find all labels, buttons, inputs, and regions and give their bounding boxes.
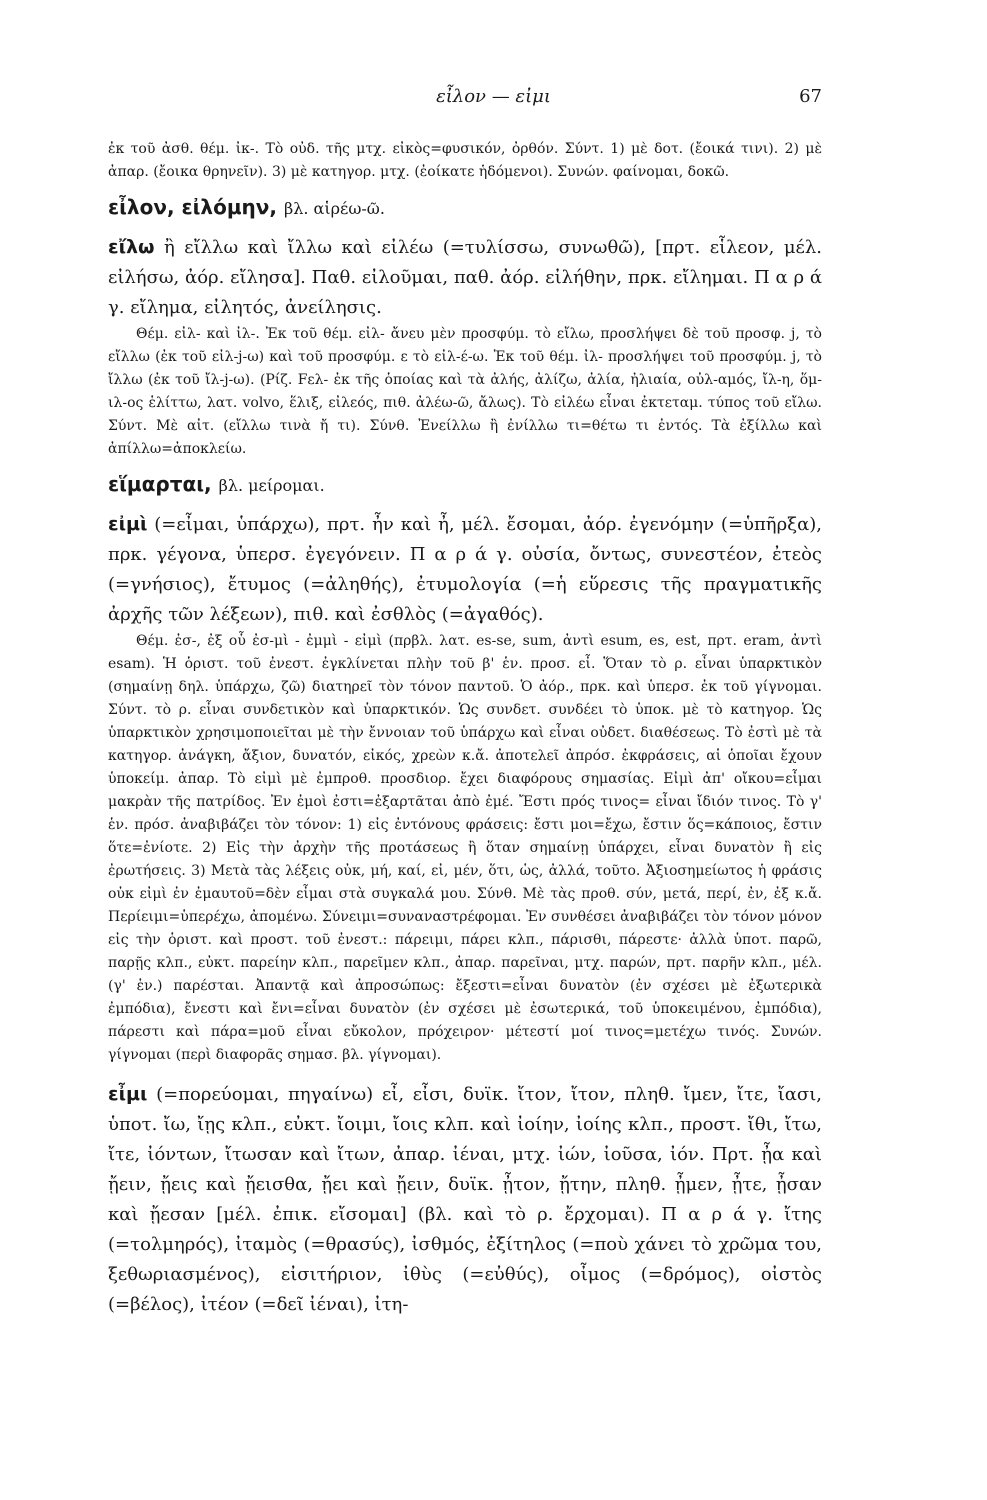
entry-eimi-go <box>108 1079 822 1320</box>
entry-definition: (=εἶμαι, ὑπάρχω), πρτ. ἦν καὶ ἦ, μέλ. ἔσομαι, ἀόρ. ἐγενόμην (=ὑπῆρξα), πρκ. γέγονα, ὑπερσ. ἐγεγόνειν. Π α ρ ά γ. οὐσία, ὄντως, συνεστέον, ἐτεὸς (=γνήσιος), ἔτυμος (=ἀληθής), ἐτυμολογία (=ἡ εὕρεσις τῆς πραγματικῆς ἀρχῆς τῶν λέξεων), πιθ. καὶ ἐσθλὸς (=ἀγαθός). <box>108 514 822 625</box>
entry-etymology: Θέμ. ἐσ-, ἐξ οὗ ἐσ-μὶ - ἐμμὶ - εἰμὶ (πρβλ. λατ. es-se, sum, ἀντὶ esum, es, est, πρτ. eram, ἀντὶ esam). Ἡ ὁριστ. τοῦ ἐνεστ. ἐγκλίνεται πλὴν τοῦ β' ἑν. προσ. εἶ. Ὅταν τὸ ρ. εἶναι ὑπαρκτικὸν (σημαίνῃ δηλ. ὑπάρχω, ζῶ) διατηρεῖ τὸν τόνον παντοῦ. Ὁ ἀόρ., πρκ. καὶ ὑπερσ. ἐκ τοῦ γίγνομαι. Σύντ. τὸ ρ. εἶναι συνδετικὸν καὶ ὑπαρκτικόν. Ὡς συνδετ. συνδέει τὸ ὑποκ. μὲ τὸ κατηγορ. Ὡς ὑπαρκτικὸν χρησιμοποιεῖται μὲ τὴν ἔννοιαν τοῦ ὑπάρχω καὶ εἶναι οὐδετ. διαθέσεως. Τὸ ἐστὶ μὲ τὰ κατηγορ. ἀνάγκη, ἄξιον, δυνατόν, εἰκός, χρεὼν κ.ἄ. ἀποτελεῖ ἀπρόσ. ἐκφράσεις, αἱ ὁποῖαι ἔχουν ὑποκείμ. ἀπαρ. Τὸ εἰμὶ μὲ ἐμπροθ. προσδιορ. ἔχει διαφόρους σημασίας. Εἰμὶ ἀπ' οἴκου=εἶμαι μακρὰν τῆς πατρίδος. Ἐν ἐμοὶ ἐστι=ἐξαρτᾶται ἀπὸ ἐμέ. Ἔστι πρός τινος= εἶναι ἴδιόν τινος. Τὸ γ' ἑν. πρόσ. ἀναβιβάζει τὸν τόνον: 1) εἰς ἐντόνους φράσεις: ἔστι μοι=ἔχω, ἔστιν ὅς=κάποιος, ἔστιν ὅτε=ἐνίοτε. 2) Εἰς τὴν ἀρχὴν τῆς προτάσεως ἢ ὅταν σημαίνῃ ὑπάρχει, εἶναι δυνατὸν ἢ εἰς ἐρωτήσεις. 3) Μετὰ τὰς λέξεις οὐκ, μή, καί, εἰ, μέν, ὅτι, ὡς, ἀλλά, τοῦτο. Ἀξιοσημείωτος ἡ φράσις οὐκ εἰμὶ ἐν ἐμαυτοῦ=δὲν εἶμαι στὰ συγκαλά μου. Σύνθ. Μὲ τὰς προθ. σύν, μετά, περί, ἐν, ἐξ κ.ἄ. Περίειμι=ὑπερέχω, ἀπομένω. Σύνειμι=συναναστρέφομαι. Ἐν συνθέσει ἀναβιβάζει τὸν τόνον μόνον εἰς τὴν ὁριστ. καὶ προστ. τοῦ ἐνεστ.: πάρειμι, πάρει κλπ., πάρισθι, πάρεστε· ἀλλὰ ὑποτ. παρῶ, παρῇς κλπ., εὐκτ. παρείην κλπ., παρεῖμεν κλπ., ἀπαρ. παρεῖναι, μτχ. παρών, πρτ. παρῆν κλπ., μέλ. (γ' ἑν.) παρέσται. Ἀπαντᾷ καὶ ἀπροσώπως: ἔξεστι=εἶναι δυνατὸν (ἐν σχέσει μὲ ἐξωτερικὰ ἐμπόδια), ἔνεστι καὶ ἔνι=εἶναι δυνατὸν (ἐν σχέσει μὲ ἐσωτερικά, τοῦ ὑποκειμένου, ἐμπόδια), πάρεστι καὶ πάρα=μοῦ εἶναι εὔκολον, πρόχειρον· μέτεστί μοί τινος=μετέχω τινός. Συνών. γίγνομαι (περὶ διαφορᾶς σημασ. βλ. γίγνομαι). <box>108 633 822 1063</box>
headword: εἶμι <box>108 1083 148 1105</box>
entry-eimi-be <box>108 509 822 1067</box>
entry-eilon <box>108 192 822 224</box>
headword: εἴλω <box>108 236 155 258</box>
page-number: 67 <box>799 86 822 107</box>
headword: εἵμαρται, <box>108 472 212 496</box>
entry-eilo <box>108 232 822 461</box>
entry-continuation: ἐκ τοῦ ἀσθ. θέμ. ἰκ-. Τὸ οὐδ. τῆς μτχ. εἰκὸς=φυσικόν, ὀρθόν. Σύντ. 1) μὲ δοτ. (ἔοικά τινι). 2) μὲ ἀπαρ. (ἔοικα θρηνεῖν). 3) μὲ κατηγορ. μτχ. (ἐοίκατε ἡδόμενοι). Συνών. φαίνομαι, δοκῶ. <box>108 141 822 180</box>
running-head <box>0 86 987 116</box>
entry-etymology: Θέμ. εἰλ- καὶ ἰλ-. Ἐκ τοῦ θέμ. εἰλ- ἄνευ μὲν προσφύμ. τὸ εἴλω, προσλήψει δὲ τοῦ προσφ. j, τὸ εἴλλω (ἐκ τοῦ εἰλ-j-ω) καὶ τοῦ προσφύμ. ε τὸ εἰλ-έ-ω. Ἐκ τοῦ θέμ. ἰλ- προσλήψει τοῦ προσφύμ. j, τὸ ἴλλω (ἐκ τοῦ ἴλ-j-ω). (Ρίζ. Fελ- ἐκ τῆς ὁποίας καὶ τὰ ἀλής, ἀλίζω, ἀλία, ἠλιαία, οὐλ-αμός, ἴλ-η, ὅμ-ιλ-ος ἑλίττω, λατ. volvo, ἕλιξ, εἰλεός, πιθ. ἀλέω-ῶ, ἄλως). Τὸ εἰλέω εἶναι ἐκτεταμ. τύπος τοῦ εἴλω. Σύντ. Μὲ αἰτ. (εἴλλω τινὰ ἤ τι). Σύνθ. Ἐνείλλω ἢ ἐνίλλω τι=θέτω τι ἐντός. Τὰ ἐξίλλω καὶ ἀπίλλω=ἀποκλείω. <box>108 326 822 457</box>
headword: εἰμὶ <box>108 513 148 535</box>
entry-definition: ἢ εἴλλω καὶ ἴλλω καὶ εἰλέω (=τυλίσσω, συνωθῶ), [πρτ. εἷλεον, μέλ. εἰλήσω, ἀόρ. εἴλησα]. Παθ. εἰλοῦμαι, παθ. ἀόρ. εἰλήθην, πρκ. εἴλημαι. Π α ρ ά γ. εἴλημα, εἰλητός, ἀνείλησις. <box>108 237 822 318</box>
headword: εἶλον, εἰλόμην, <box>108 195 278 219</box>
running-head-title: εἶλον — εἰμι <box>436 86 551 107</box>
cross-reference: βλ. αἱρέω-ῶ. <box>283 199 385 218</box>
entry-definition: (=πορεύομαι, πηγαίνω) εἶ, εἶσι, δυϊκ. ἴτον, ἴτον, πληθ. ἴμεν, ἴτε, ἴασι, ὑποτ. ἴω, ἴῃς κλπ., εὐκτ. ἴοιμι, ἴοις κλπ. καὶ ἰοίην, ἰοίης κλπ., προστ. ἴθι, ἴτω, ἴτε, ἰόντων, ἴτωσαν καὶ ἴτων, ἀπαρ. ἰέναι, μτχ. ἰών, ἰοῦσα, ἰόν. Πρτ. ᾖα καὶ ᾔειν, ᾔεις καὶ ᾔεισθα, ᾔει καὶ ᾔειν, δυϊκ. ᾖτον, ᾔτην, πληθ. ᾖμεν, ᾖτε, ᾖσαν καὶ ᾔεσαν [μέλ. ἐπικ. εἴσομαι] (βλ. καὶ τὸ ρ. ἔρχομαι). Π α ρ ά γ. ἴτης (=τολμηρός), ἰταμὸς (=θρασύς), ἰσθμός, ἐξίτηλος (=ποὺ χάνει τὸ χρῶμα του, ξεθωριασμένος), εἰσιτήριον, ἰθὺς (=εὐθύς), οἶμος (=δρόμος), οἰστὸς (=βέλος), ἰτέον (=δεῖ ἰέναι), ἰτη- <box>108 1084 822 1315</box>
cross-reference: βλ. μείρομαι. <box>218 476 325 495</box>
page-body <box>108 138 822 1320</box>
entry-eimartai <box>108 469 822 501</box>
